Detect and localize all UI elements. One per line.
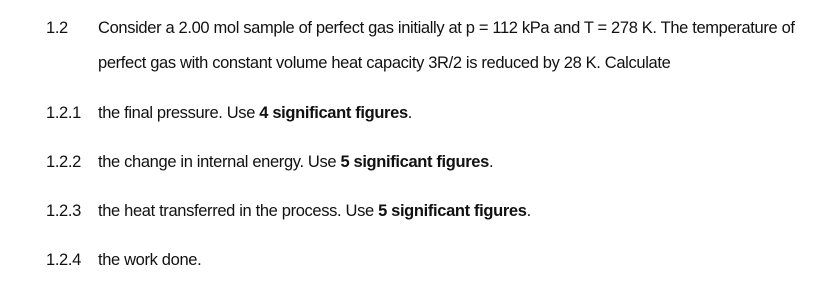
subquestion-body: the heat transferred in the process. Use	[98, 202, 379, 220]
subquestion-number: 1.2.4	[46, 251, 81, 269]
subquestion-text	[98, 153, 493, 172]
subquestion-emphasis: 5 significant figures	[378, 202, 527, 220]
subquestion-suffix: .	[526, 202, 531, 220]
question-text-line-2: perfect gas with constant volume heat capacity 3R/2 is reduced by 28 K. Calculate	[98, 54, 671, 72]
question-number: 1.2	[46, 19, 68, 37]
subquestion-emphasis: 5 significant figures	[340, 153, 489, 171]
subquestion-body: the final pressure. Use	[98, 104, 260, 122]
subquestion-number: 1.2.3	[46, 202, 81, 220]
subquestion-text	[98, 251, 201, 270]
subquestion-text	[98, 104, 412, 123]
subquestion-suffix: .	[488, 153, 494, 171]
subquestion-body: the work done.	[98, 251, 202, 269]
subquestion-suffix: .	[407, 104, 413, 122]
subquestion-body: the change in internal energy. Use	[98, 153, 341, 171]
question-text-line-1: Consider a 2.00 mol sample of perfect gas initially at p = 112 kPa and T = 278 K. The temperature of	[98, 19, 795, 37]
subquestion-emphasis: 4 significant figures	[259, 104, 408, 122]
subquestion-number: 1.2.1	[46, 104, 81, 122]
subquestion-number: 1.2.2	[46, 153, 81, 171]
subquestion-text	[98, 202, 531, 221]
